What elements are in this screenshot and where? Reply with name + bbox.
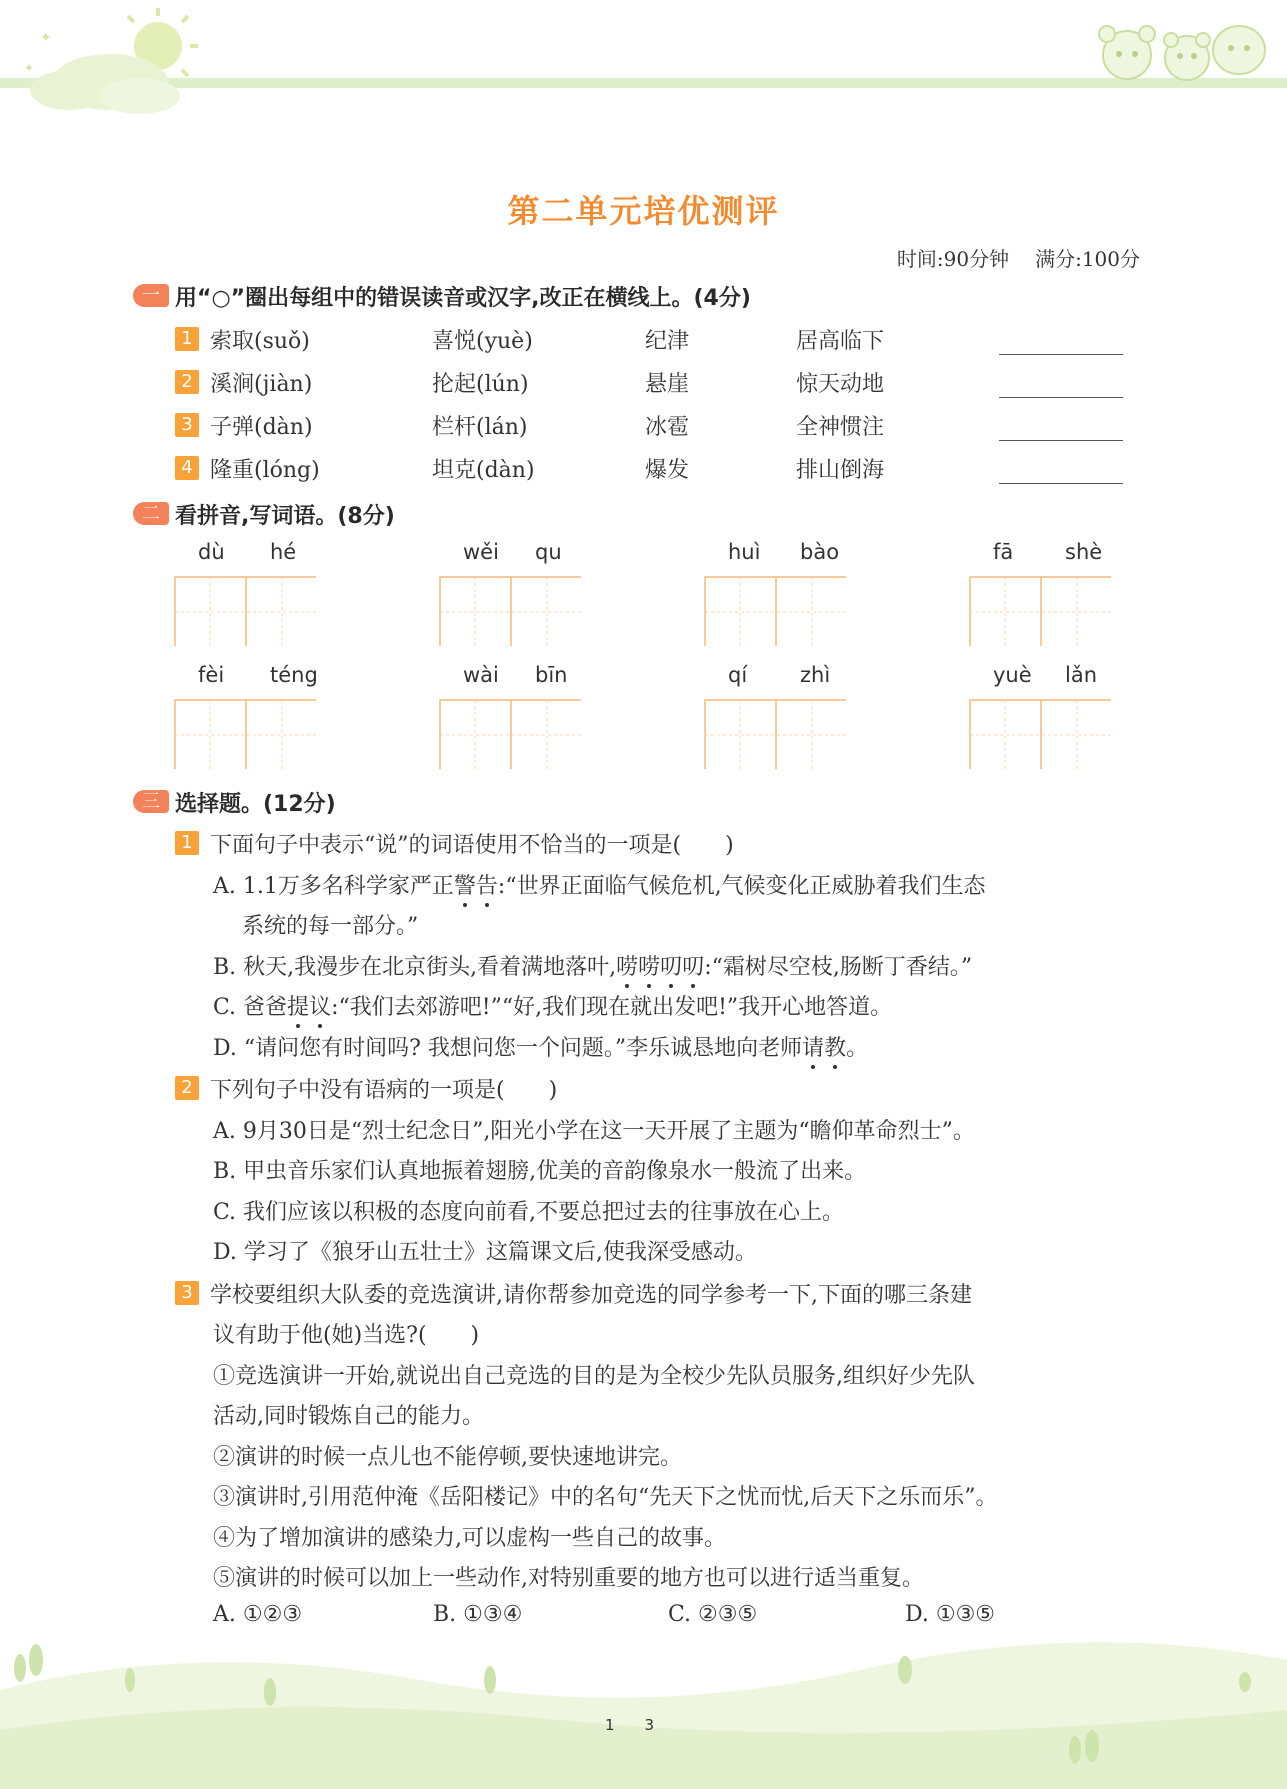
question-number: 2 [175, 1076, 199, 1100]
pinyin-syllable: shè [1065, 540, 1103, 564]
svg-text:✦: ✦ [40, 30, 52, 46]
word-cell: 全神惯注 [796, 415, 885, 440]
choice-b[interactable]: B. ①③④ [433, 1602, 523, 1627]
writing-grid[interactable] [704, 576, 846, 646]
option-b[interactable]: B. 甲虫音乐家们认真地振着翅膀,优美的音韵像泉水一般流了出来。 [213, 1159, 867, 1184]
row-number: 4 [175, 456, 199, 480]
full-score: 满分:100分 [1035, 247, 1140, 271]
dotted-character: 唠 [638, 955, 661, 980]
row-number: 3 [175, 413, 199, 437]
pinyin-syllable: qu [535, 540, 562, 564]
word-cell: 抡起(lún) [432, 372, 529, 397]
word-cell: 冰雹 [645, 415, 690, 440]
page-title: 第二单元培优测评 [507, 192, 780, 230]
animal-faces-decoration [1087, 10, 1277, 90]
option-text: B. 秋天,我漫步在北京街头,看着满地落叶, [213, 955, 617, 980]
option-a-continued: 系统的每一部分。” [242, 914, 419, 939]
option-d[interactable]: D. 学习了《狼牙山五壮士》这篇课文后,使我深受感动。 [213, 1240, 757, 1265]
statement-5: ⑤演讲的时候可以加上一些动作,对特别重要的地方也可以进行适当重复。 [213, 1566, 924, 1591]
page-number: 1 3 [605, 1716, 655, 1734]
sun-cloud-decoration [0, 0, 230, 120]
word-cell: 惊天动地 [796, 372, 885, 397]
option-a[interactable] [213, 869, 986, 900]
pinyin-syllable: bīn [535, 663, 568, 687]
pinyin-syllable: dù [198, 540, 225, 564]
dotted-character: 叨 [660, 955, 683, 980]
choice-c[interactable]: C. ②③⑤ [668, 1602, 758, 1627]
option-text: C. 爸爸 [213, 995, 288, 1020]
pinyin-syllable: lǎn [1065, 663, 1098, 687]
question-number: 3 [175, 1281, 199, 1305]
option-b[interactable] [213, 950, 972, 981]
section-1-heading: 用“○”圈出每组中的错误读音或汉字,改正在横线上。(4分) [175, 286, 751, 311]
dotted-word [454, 874, 498, 899]
writing-grid[interactable] [439, 699, 581, 769]
word-cell: 喜悦(yuè) [432, 329, 533, 354]
word-cell: 爆发 [645, 458, 690, 483]
question-2-stem: 下列句子中没有语病的一项是( ) [210, 1078, 558, 1103]
word-cell: 纪津 [645, 329, 690, 354]
section-2-heading: 看拼音,写词语。(8分) [175, 504, 395, 529]
word-cell: 隆重(lóng) [210, 458, 320, 483]
option-c[interactable] [213, 990, 892, 1021]
dotted-character: 唠 [616, 955, 639, 980]
pinyin-syllable: qí [728, 663, 748, 687]
svg-text:✦: ✦ [24, 61, 35, 75]
option-text: :“我们去郊游吧!”“好,我们现在就出发吧!”我开心地答道。 [331, 995, 893, 1020]
time-limit: 时间:90分钟 [896, 247, 1010, 271]
pinyin-syllable: hé [270, 540, 297, 564]
answer-blank[interactable] [999, 483, 1123, 484]
section-2-mark: 二 [133, 502, 169, 525]
statement-1-continued: 活动,同时锻炼自己的能力。 [213, 1404, 484, 1429]
word-cell: 溪涧(jiàn) [210, 372, 313, 397]
answer-blank[interactable] [999, 397, 1123, 398]
dotted-word [802, 1036, 846, 1061]
pinyin-syllable: téng [270, 663, 318, 687]
pinyin-syllable: wěi [463, 540, 499, 564]
row-number: 1 [175, 327, 199, 351]
pinyin-syllable: wài [463, 663, 499, 687]
word-cell: 居高临下 [796, 329, 885, 354]
pinyin-syllable: fèi [198, 663, 225, 687]
choice-a[interactable]: A. ①②③ [213, 1602, 303, 1627]
option-text: D. “请问您有时间吗? 我想问您一个问题。”李乐诚恳地向老师 [213, 1036, 803, 1061]
choice-d[interactable]: D. ①③⑤ [905, 1602, 996, 1627]
section-1-mark: 一 [133, 284, 169, 307]
answer-blank[interactable] [999, 440, 1123, 441]
option-text: :“霜树尽空枝,肠断丁香结。” [704, 955, 973, 980]
option-text: 。 [846, 1036, 869, 1061]
writing-grid[interactable] [174, 576, 316, 646]
question-3-stem: 学校要组织大队委的竞选演讲,请你帮参加竞选的同学参考一下,下面的哪三条建 [210, 1283, 972, 1308]
word-cell: 排山倒海 [796, 458, 885, 483]
word-cell: 索取(suǒ) [210, 329, 310, 354]
dotted-character: 请 [802, 1036, 825, 1061]
writing-grid[interactable] [704, 699, 846, 769]
dotted-character: 教 [824, 1036, 847, 1061]
dotted-character: 告 [475, 874, 498, 899]
pinyin-syllable: bào [800, 540, 840, 564]
option-d[interactable] [213, 1031, 868, 1062]
answer-blank[interactable] [999, 354, 1123, 355]
pinyin-syllable: zhì [800, 663, 831, 687]
question-number: 1 [175, 831, 199, 855]
writing-grid[interactable] [969, 699, 1111, 769]
option-a[interactable]: A. 9月30日是“烈士纪念日”,阳光小学在这一天开展了主题为“瞻仰革命烈士”。 [213, 1119, 975, 1144]
dotted-character: 警 [453, 874, 476, 899]
statement-1: ①竞选演讲一开始,就说出自己竞选的目的是为全校少先队员服务,组织好少先队 [213, 1364, 975, 1389]
hills-decoration [0, 1620, 1287, 1789]
writing-grid[interactable] [174, 699, 316, 769]
dotted-character: 提 [287, 995, 310, 1020]
section-3-heading: 选择题。(12分) [175, 792, 336, 817]
pinyin-syllable: huì [728, 540, 761, 564]
dotted-word [616, 955, 704, 980]
statement-4: ④为了增加演讲的感染力,可以虚构一些自己的故事。 [213, 1526, 726, 1551]
exam-meta [871, 243, 1140, 272]
dotted-character: 议 [309, 995, 332, 1020]
statement-2: ②演讲的时候一点儿也不能停顿,要快速地讲完。 [213, 1445, 682, 1470]
writing-grid[interactable] [969, 576, 1111, 646]
option-text: :“世界正面临气候危机,气候变化正威胁着我们生态 [497, 874, 986, 899]
row-number: 2 [175, 370, 199, 394]
statement-3: ③演讲时,引用范仲淹《岳阳楼记》中的名句“先天下之忧而忧,后天下之乐而乐”。 [213, 1485, 998, 1510]
dotted-character: 叨 [682, 955, 705, 980]
word-cell: 悬崖 [645, 372, 690, 397]
word-cell: 坦克(dàn) [432, 458, 535, 483]
word-cell: 栏杆(lán) [432, 415, 528, 440]
dotted-word [287, 995, 331, 1020]
writing-grid[interactable] [439, 576, 581, 646]
question-3-stem-continued: 议有助于他(她)当选?( ) [213, 1323, 480, 1348]
question-1-stem: 下面句子中表示“说”的词语使用不恰当的一项是( ) [210, 833, 734, 858]
option-c[interactable]: C. 我们应该以积极的态度向前看,不要总把过去的往事放在心上。 [213, 1200, 845, 1225]
section-3-mark: 三 [133, 790, 169, 813]
pinyin-syllable: fā [993, 540, 1014, 564]
pinyin-syllable: yuè [993, 663, 1032, 687]
option-text: A. 1.1万多名科学家严正 [213, 874, 454, 899]
word-cell: 子弹(dàn) [210, 415, 313, 440]
